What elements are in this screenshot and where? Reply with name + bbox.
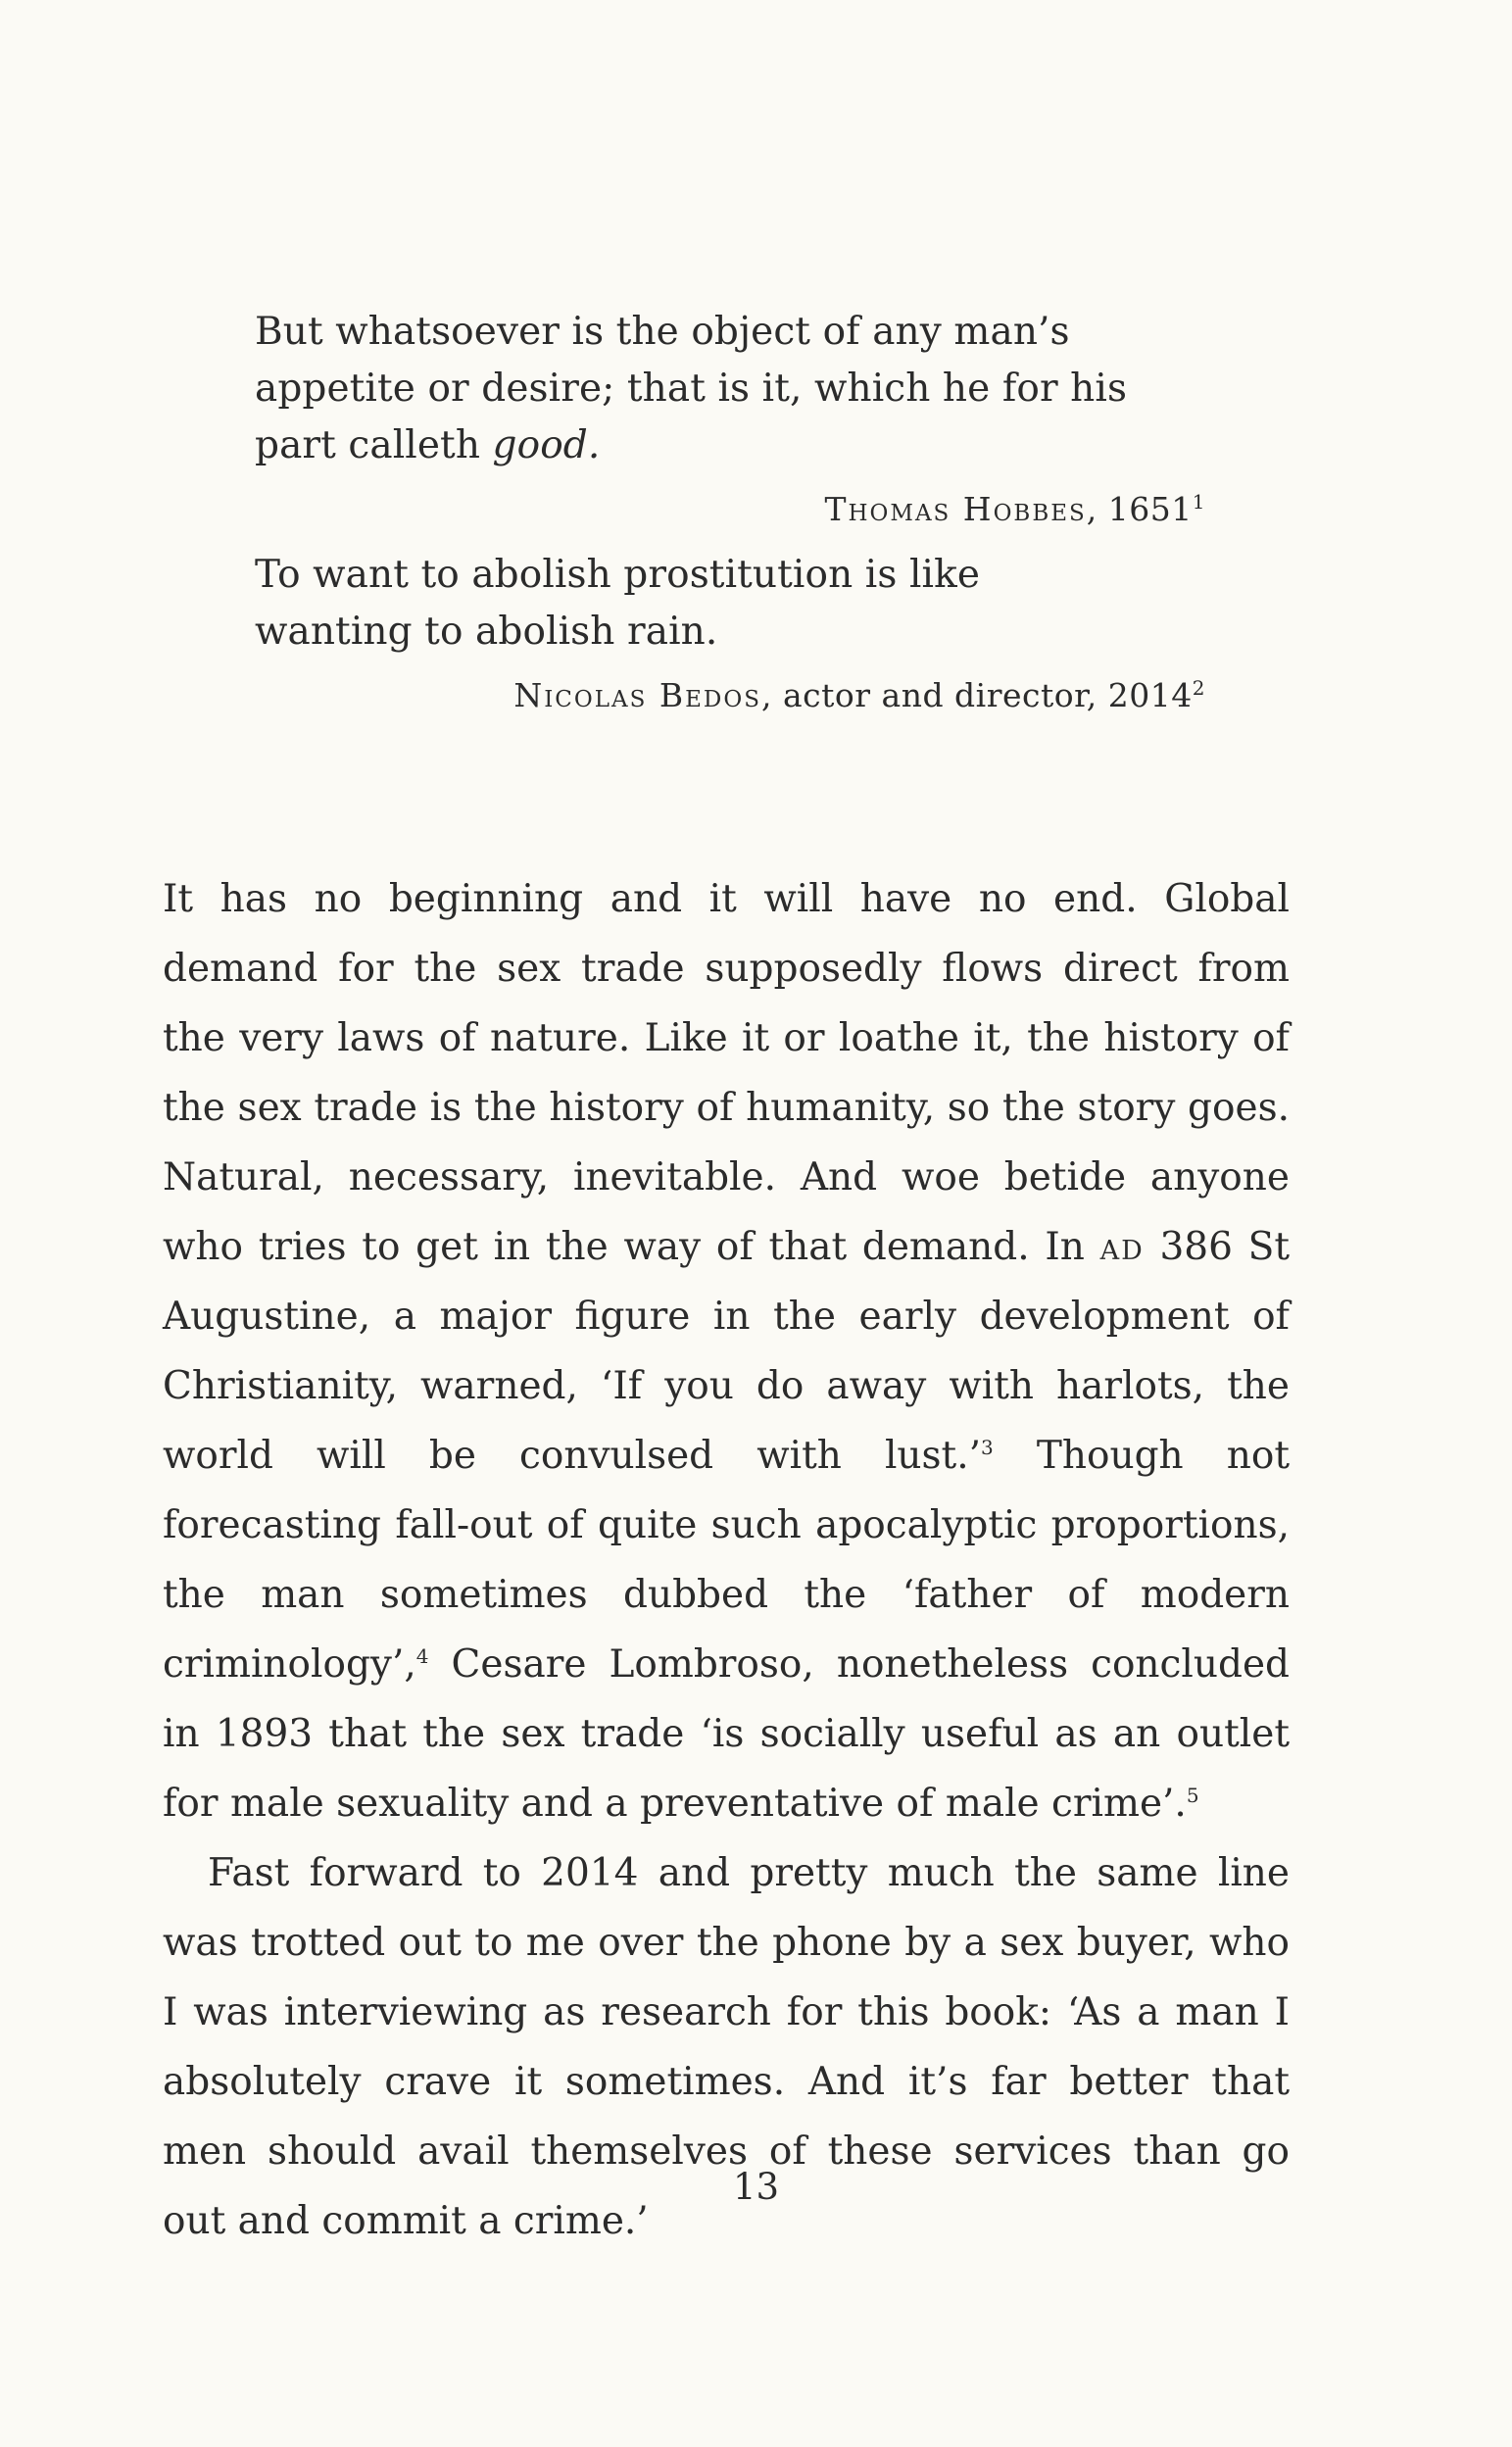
epigraph-hobbes: [255, 304, 1205, 528]
attribution-detail: , actor and director, 2014: [760, 676, 1193, 714]
epigraph-quote: [255, 304, 1205, 474]
quote-italic-word: good.: [492, 423, 601, 467]
epigraph-attribution: [255, 676, 1205, 714]
footnote-marker: 3: [981, 1436, 994, 1459]
epigraph-bedos: [255, 547, 1205, 714]
footnote-marker: 2: [1192, 676, 1205, 700]
attribution-detail: , 1651: [1086, 490, 1193, 528]
attribution-author: Thomas Hobbes: [824, 490, 1087, 528]
epigraph-attribution: [255, 490, 1205, 528]
epigraph-quote: To want to abolish prostitution is like wanting to abolish rain.: [255, 553, 981, 654]
footnote-marker: 1: [1192, 490, 1205, 514]
attribution-author: Nicolas Bedos: [513, 676, 761, 714]
paragraph-text: 386 St Augustine, a major figure in the early development of Christianity, warned, ‘If you do away with harlots, the world will be convulsed with lust.’: [163, 1225, 1291, 1478]
paragraph-text: Cesare Lombroso, nonetheless concluded in 1893 that the sex trade ‘is socially useful as an outlet for male sexuality and a preventative of male crime’.: [163, 1642, 1290, 1826]
paragraph-text: Though not forecasting fall-out of quite such apocalyptic proportions, the man sometimes dubbed the ‘father of modern criminology’,: [163, 1434, 1291, 1687]
chapter-body: [163, 864, 1290, 2256]
footnote-marker: 4: [415, 1644, 429, 1668]
era-abbreviation: ad: [1099, 1225, 1145, 1269]
page-number: 13: [732, 2166, 780, 2208]
paragraph-text: It has no beginning and it will have no end. Global demand for the sex trade supposedly flows direct from the very laws of nature. Like it or loathe it, the history of the sex trade is the history of humanity, so the story goes. Natural, necessary, inevitable. And woe betide anyone who tries to get in the way of that demand. In: [163, 877, 1290, 1269]
footnote-marker: 5: [1186, 1784, 1199, 1807]
paragraph: [163, 864, 1290, 1838]
quote-text: But whatsoever is the object of any man’s appetite or desire; that is it, which he for his part calleth: [255, 310, 1128, 467]
paragraph: Fast forward to 2014 and pretty much the same line was trotted out to me over the phone by a sex buyer, who I was interviewing as research for this book: ‘As a man I absolutely crave it sometimes. And it’s far better that men should avail themselves of these services than go out and commit a crime.’: [163, 1851, 1290, 2243]
